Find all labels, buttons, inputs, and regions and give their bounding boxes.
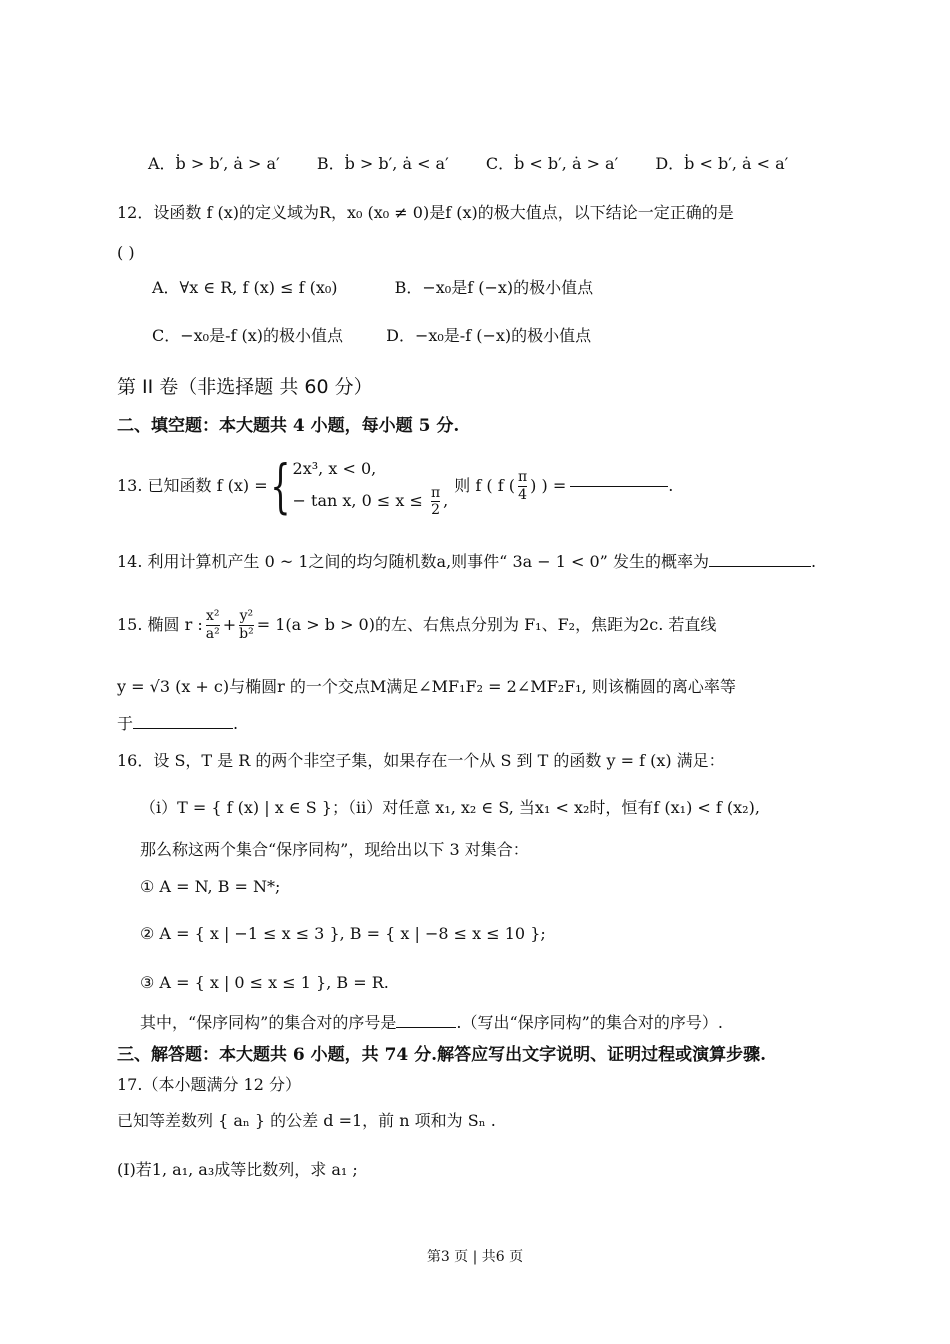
q13-prefix: 13. 已知函数 f (x) =: [117, 476, 268, 495]
q16-ask-post: .（写出“保序同构”的集合对的序号）.: [456, 1013, 723, 1032]
q15-x2: x²: [205, 608, 220, 625]
q12-option-c: C．−x₀是-f (x)的极小值点: [152, 326, 344, 345]
q16-set2: ② A = { x | −1 ≤ x ≤ 3 }, B = { x | −8 ≤ x ≤ 10 };: [140, 924, 546, 943]
q13-cases: [293, 454, 449, 518]
q16-answer-blank[interactable]: [396, 1026, 456, 1028]
q13: [117, 446, 673, 526]
section2-title: 二、填空题：本大题共 4 小题，每小题 5 分.: [117, 416, 460, 436]
q15-line3-pre: 于: [117, 714, 134, 733]
q13-case2-pre: − tan x, 0 ≤ x ≤: [292, 490, 423, 510]
q15-line3: [117, 716, 238, 732]
q11-option-a: A．ḃ > b′, ȧ > a′: [148, 154, 280, 173]
q14: [117, 554, 816, 570]
q15-answer-blank[interactable]: [133, 727, 233, 729]
q13-case1: 2x³, x < 0,: [292, 459, 377, 479]
q14-answer-blank[interactable]: [709, 565, 811, 567]
q16-set1: ① A = N, B = N*;: [140, 877, 281, 896]
q11-option-c: C．ḃ < b′, ȧ > a′: [485, 154, 619, 173]
part2-title: 第 II 卷（非选择题 共 60 分）: [117, 376, 373, 398]
q15-line2: y = √3 (x + c)与椭圆r 的一个交点M满足∠MF₁F₂ = 2∠MF₂F₁, 则该椭圆的离心率等: [117, 677, 736, 696]
q15-a2: a²: [205, 625, 220, 642]
q15-line1: [117, 602, 716, 648]
q15-frac-x: [206, 608, 220, 641]
q14-end: .: [810, 552, 817, 571]
q12-options-cd: [152, 328, 619, 344]
q12-options-ab: [152, 280, 621, 296]
q12-option-b: B．−x₀是f (−x)的极小值点: [394, 278, 594, 297]
q14-text: 14. 利用计算机产生 0 ~ 1之间的均匀随机数a,则事件“ 3a − 1 < 0” 发生的概率为: [117, 552, 709, 571]
section3-title: 三、解答题：本大题共 6 小题，共 74 分.解答应写出文字说明、证明过程或演算步骤.: [117, 1045, 766, 1065]
q16-then: 那么称这两个集合“保序同构”，现给出以下 3 对集合：: [140, 840, 529, 859]
q13-four: 4: [518, 486, 528, 503]
q15-y2: y²: [239, 608, 254, 625]
q15-line3-end: .: [233, 714, 239, 733]
q17-part1: (I)若1, a₁, a₃成等比数列，求 a₁ ;: [117, 1160, 358, 1179]
q11-option-d: D．ḃ < b′, ȧ < a′: [655, 154, 789, 173]
page-footer: 第3 页 | 共6 页: [426, 1249, 524, 1265]
q15-frac-y: [239, 608, 254, 641]
q15-prefix: 15. 椭圆 r :: [117, 615, 203, 634]
q15-rest: = 1(a > b > 0)的左、右焦点分别为 F₁、F₂，焦距为2c. 若直线: [256, 615, 717, 634]
q13-end: .: [668, 476, 674, 495]
q15-b2: b²: [239, 625, 254, 642]
q13-pi4-num: π: [517, 469, 528, 486]
q13-case2: [293, 485, 449, 518]
q13-pi: π: [430, 484, 441, 501]
q15-plus: +: [222, 615, 237, 634]
q13-brace: {: [269, 452, 291, 520]
q13-close: ) ) =: [530, 476, 567, 495]
q13-frac-pi4: [518, 469, 527, 502]
q13-case2-post: ,: [443, 490, 449, 510]
q16-ask: [140, 1015, 723, 1031]
q11-option-b: B．ḃ > b′, ȧ < a′: [316, 154, 449, 173]
q12-option-a: A．∀x ∈ R, f (x) ≤ f (x₀): [152, 278, 338, 297]
q12-option-d: D．−x₀是-f (−x)的极小值点: [386, 326, 592, 345]
q16-set3: ③ A = { x | 0 ≤ x ≤ 1 }, B = R.: [140, 973, 389, 992]
q16-stem: 16．设 S，T 是 R 的两个非空子集，如果存在一个从 S 到 T 的函数 y = f (x) 满足：: [117, 751, 725, 770]
q13-then: 则 f ( f (: [454, 476, 515, 495]
q12-paren: ( ): [117, 243, 135, 262]
q13-two: 2: [431, 501, 441, 518]
q16-conditions: （i）T = { f (x) | x ∈ S }；（ii）对任意 x₁, x₂ ∈ S, 当x₁ < x₂时，恒有f (x₁) < f (x₂),: [140, 798, 760, 817]
q11-options: [148, 156, 816, 172]
q13-answer-blank[interactable]: [570, 485, 668, 487]
q12-stem: 12．设函数 f (x)的定义域为R，x₀ (x₀ ≠ 0)是f (x)的极大值点，以下结论一定正确的是: [117, 203, 734, 222]
q16-ask-pre: 其中，“保序同构”的集合对的序号是: [140, 1013, 397, 1032]
q13-frac-pi2: [431, 485, 440, 518]
q17-stem: 已知等差数列 { aₙ } 的公差 d =1，前 n 项和为 Sₙ .: [117, 1111, 496, 1130]
q17-head: 17.（本小题满分 12 分）: [117, 1075, 301, 1094]
